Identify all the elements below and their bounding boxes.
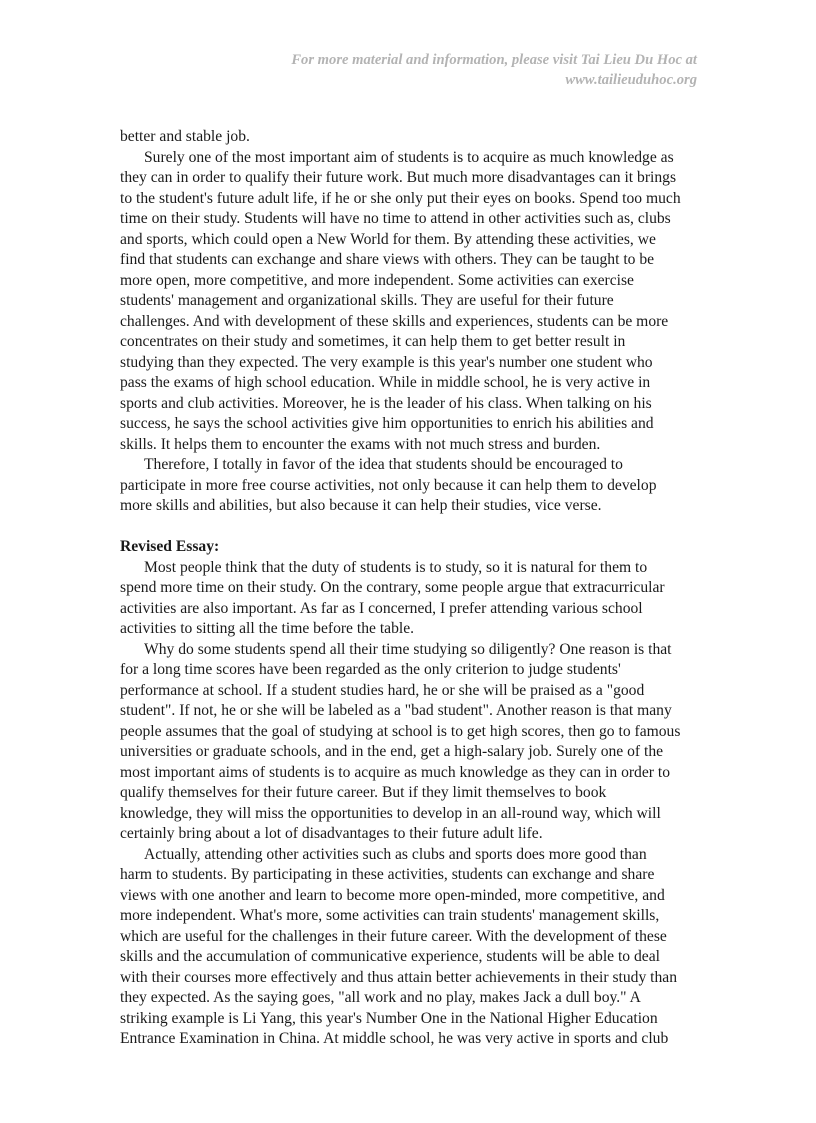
text-line: pass the exams of high school education. While in middle school, he is very active in [120,374,651,391]
text-line: success, he says the school activities give him opportunities to enrich his abilities and [120,415,654,432]
header-line-2: www.tailieuduhoc.org [565,71,697,88]
text-line: with their courses more effectively and thus attain better achievements in their study than [120,968,678,986]
text-line: they can in order to qualify their future work. But much more disadvantages can it brings [120,169,677,186]
paragraph-start-line: Why do some students spend all their time studying so diligently? One reason is that [144,640,672,658]
text-line: to the student's future adult life, if he or she only put their eyes on books. Spend too much [120,189,681,207]
text-line: performance at school. If a student studies hard, he or she will be praised as a "good [120,681,645,699]
paragraph-start-line: Actually, attending other activities such as clubs and sports does more good than [144,845,647,863]
header-line-1: For more material and information, please visit Tai Lieu Du Hoc at [291,52,697,68]
text-line: people assumes that the goal of studying at school is to get high scores, then go to famous [120,722,681,740]
text-line: qualify themselves for their future career. But if they limit themselves to book [120,784,607,801]
text-line: concentrates on their study and sometimes, it can help them to get better result in [120,333,626,350]
paragraph-start-line: Most people think that the duty of students is to study, so it is natural for them to [144,558,648,576]
text-line: students' management and organizational skills. They are useful for their future [120,292,614,309]
paragraph-start-line: Surely one of the most important aim of students is to acquire as much knowledge as [144,148,674,166]
paragraph-spacer [120,517,695,538]
section-heading: Revised Essay: [120,538,220,555]
text-line: more open, more competitive, and more independent. Some activities can exercise [120,271,634,289]
text-line: skills and the accumulation of communicative experience, students will be able to deal [120,948,660,965]
header-note [291,51,697,90]
text-line: sports and club activities. Moreover, he is the leader of his class. When talking on his [120,394,652,412]
text-line: harm to students. By participating in these activities, students can exchange and share [120,866,655,883]
text-line: time on their study. Students will have no time to attend in other activities such as, clubs [120,210,671,227]
text-line: certainly bring about a lot of disadvantages to their future adult life. [120,825,543,842]
text-line: better and stable job. [120,128,250,145]
text-line: activities are also important. As far as I concerned, I prefer attending various school [120,599,643,617]
text-line: striking example is Li Yang, this year's Number One in the National Higher Education [120,1009,658,1027]
text-line: Entrance Examination in China. At middle school, he was very active in sports and club [120,1030,669,1047]
text-line: participate in more free course activities, not only because it can help them to develop [120,476,657,494]
text-line: for a long time scores have been regarded as the only criterion to judge students' [120,661,621,678]
text-line: activities to sitting all the time before the table. [120,620,415,637]
text-line: more independent. What's more, some activities can train students' management skills, [120,907,660,924]
text-line: which are useful for the challenges in their future career. With the development of these [120,927,667,945]
text-line: more skills and abilities, but also because it can help their studies, vice verse. [120,497,602,514]
paragraph-start-line: Therefore, I totally in favor of the idea that students should be encouraged to [144,456,623,473]
text-line: and sports, which could open a New World for them. By attending these activities, we [120,230,656,248]
text-line: student". If not, he or she will be labeled as a "bad student". Another reason is that many [120,702,672,719]
text-line: views with one another and learn to become more open-minded, more competitive, and [120,886,665,904]
text-line: they expected. As the saying goes, "all work and no play, makes Jack a dull boy." A [120,989,641,1006]
text-line: universities or graduate schools, and in the end, get a high-salary job. Surely one of the [120,743,664,760]
text-line: most important aims of students is to acquire as much knowledge as they can in order to [120,763,670,781]
text-line: skills. It helps them to encounter the exams with not much stress and burden. [120,435,601,453]
text-line: challenges. And with development of these skills and experiences, students can be more [120,312,669,330]
text-line: spend more time on their study. On the contrary, some people argue that extracurricular [120,579,665,596]
document-body [120,127,695,1050]
text-line: studying than they expected. The very example is this year's number one student who [120,353,653,371]
text-line: find that students can exchange and share views with others. They can be taught to be [120,251,655,268]
text-line: knowledge, they will miss the opportunities to develop in an all-round way, which will [120,804,661,822]
